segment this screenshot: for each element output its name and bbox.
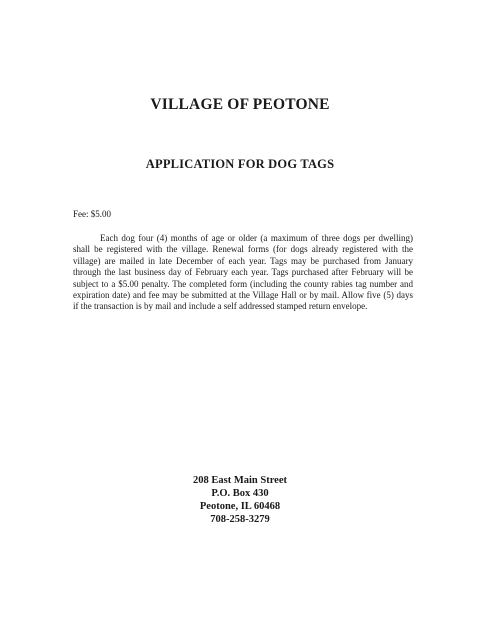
address-block <box>0 474 480 526</box>
fee-line: Fee: $5.00 <box>73 209 111 219</box>
address-po-box: P.O. Box 430 <box>211 488 269 499</box>
address-street: 208 East Main Street <box>192 475 287 486</box>
page-title: VILLAGE OF PEOTONE <box>150 96 330 113</box>
page-subtitle: APPLICATION FOR DOG TAGS <box>145 157 335 171</box>
body-paragraph: Each dog four (4) months of age or older (a maximum of three dogs per dwelling) shall be registered with the village. Renewal forms (for dogs already registered with the village) are mailed in late December of each year. Tags may be purchased from January through the last business day of February each year. Tags purchased after February will be subject to a $5.00 penalty. The completed form (including the county rabies tag number and expiration date) and fee may be submitted at the Village Hall or by mail. Allow five (5) days if the transaction is by mail and include a self addressed stamped return envelope. <box>73 233 413 312</box>
address-phone: 708-258-3279 <box>210 514 270 525</box>
address-city: Peotone, IL 60468 <box>199 501 281 512</box>
